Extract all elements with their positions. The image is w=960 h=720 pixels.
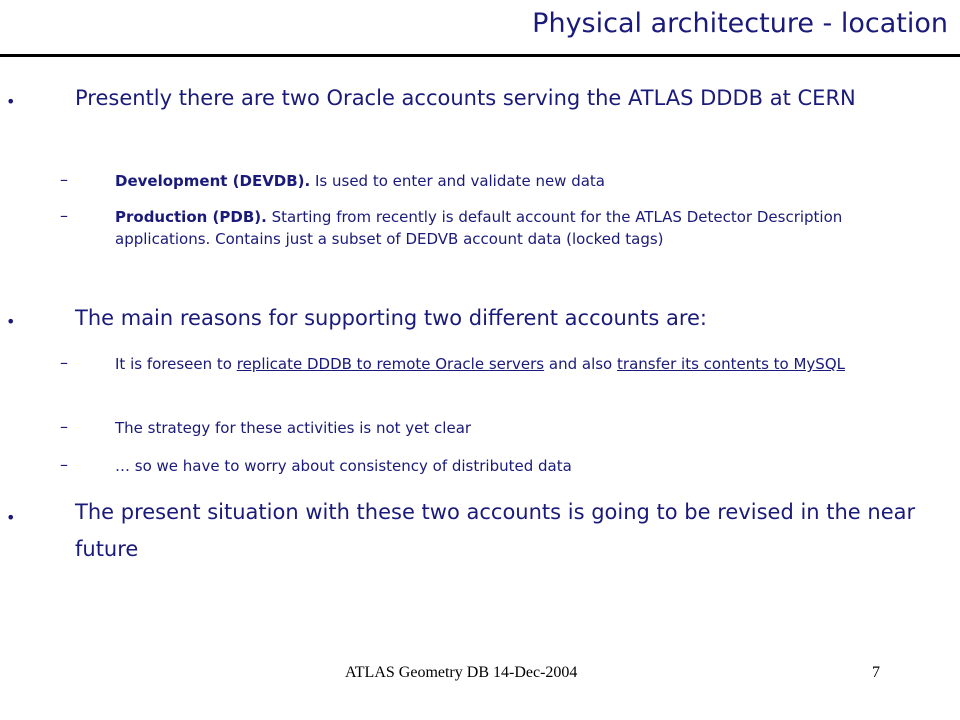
transfer-mysql-link[interactable]: transfer its contents to MySQL — [617, 355, 845, 373]
subbullet-replication — [115, 353, 925, 375]
dash-marker: – — [60, 170, 68, 189]
development-label: Development (DEVDB). — [115, 172, 311, 190]
bullet-marker: • — [6, 312, 16, 331]
subbullet-development — [115, 170, 925, 192]
bullet-oracle-accounts: Presently there are two Oracle accounts serving the ATLAS DDDB at CERN — [75, 86, 856, 110]
slide-title: Physical architecture - location — [532, 8, 948, 39]
subbullet-consistency: … so we have to worry about consistency of distributed data — [115, 457, 572, 475]
production-label: Production (PDB). — [115, 208, 267, 226]
page-number: 7 — [872, 664, 880, 681]
dash-marker: – — [60, 206, 68, 225]
title-divider — [0, 54, 960, 57]
replicate-dddb-link[interactable]: replicate DDDB to remote Oracle servers — [236, 355, 545, 373]
production-text: Starting from recently is default account for the ATLAS Detector Description applications. Contains just a subset of DEDVB account data (locked tags) — [115, 208, 843, 248]
dash-marker: – — [60, 417, 68, 436]
subbullet-production — [115, 206, 925, 250]
dash-marker: – — [60, 455, 68, 474]
replication-middle: and also — [544, 355, 618, 373]
bullet-marker: • — [6, 508, 16, 527]
replication-prefix: It is foreseen to — [115, 355, 237, 373]
dash-marker: – — [60, 353, 68, 372]
development-text: Is used to enter and validate new data — [310, 172, 605, 190]
subbullet-strategy: The strategy for these activities is not yet clear — [115, 419, 472, 437]
bullet-marker: • — [6, 92, 16, 111]
footer-text: ATLAS Geometry DB 14-Dec-2004 — [345, 664, 578, 681]
bullet-main-reasons: The main reasons for supporting two different accounts are: — [75, 306, 707, 330]
bullet-revision: The present situation with these two accounts is going to be revised in the near future — [75, 500, 916, 561]
